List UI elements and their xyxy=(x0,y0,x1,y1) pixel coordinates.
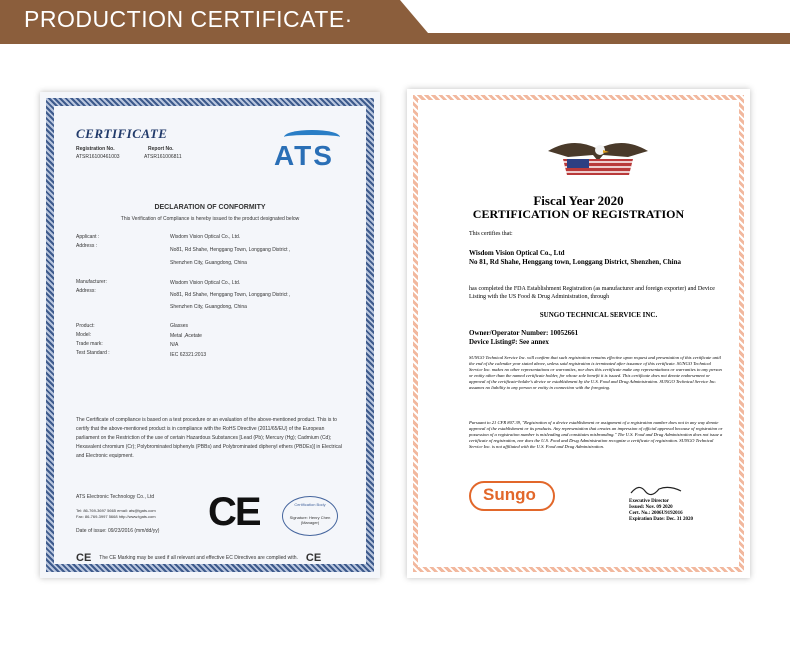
certifies-text: This certifies that: xyxy=(469,231,513,237)
director-title: Executive Director xyxy=(629,499,670,504)
report-label: Report No. xyxy=(148,146,174,152)
trademark-value: N/A xyxy=(170,342,179,348)
issue-date: Date of issue: 09/23/2016 (mm/dd/yy) xyxy=(76,528,160,534)
registration-title: CERTIFICATION OF REGISTRATION xyxy=(472,207,685,221)
ce-mark-small-left: CE xyxy=(76,552,92,564)
declaration-heading: DECLARATION OF CONFORMITY xyxy=(154,204,266,211)
issued-date: Issued: Nov. 09 2020 xyxy=(629,505,673,510)
model-label: Model: xyxy=(76,332,92,338)
m-address-line2: Shenzhen City, Guangdong, China xyxy=(170,304,247,310)
signature-label: Signature: Henry Chen (Manager) xyxy=(289,515,331,525)
ce-mark-large: CE xyxy=(208,490,260,534)
owner-number: Owner/Operator Number: 10052661 xyxy=(469,329,579,337)
issuer-fax: Fax: 86-769-3997 5668 http://www.tgats.com xyxy=(76,514,156,519)
address-line1: No81, Rd Shahe, Henggang Town, Longgang District , xyxy=(170,247,291,253)
report-no: ATSR161006811 xyxy=(144,154,182,160)
service-name: SUNGO TECHNICAL SERVICE INC. xyxy=(539,311,658,319)
signature-icon xyxy=(629,483,683,497)
manufacturer-label: Manufacturer: xyxy=(76,279,107,285)
applicant-label: Applicant : xyxy=(76,234,100,240)
applicant-value: Wisdom Vision Optical Co., Ltd. xyxy=(170,234,241,240)
m-address-line1: No81, Rd Shahe, Henggang Town, Longgang District , xyxy=(170,292,291,298)
certificate-title: CERTIFICATE xyxy=(76,126,168,141)
device-listing: Device Listing#: See annex xyxy=(469,338,549,346)
completed-text: has completed the FDA Establishment Registration (as manufacturer and foreign exporter) and Device Listing with the US Food & Drug Administration, through xyxy=(469,286,715,300)
product-label: Product: xyxy=(76,323,95,329)
fiscal-year: Fiscal Year 2020 xyxy=(533,193,624,208)
m-address-label: Address: xyxy=(76,288,96,294)
company-name: Wisdom Vision Optical Co., Ltd xyxy=(469,249,565,257)
ce-mark-small-right: CE xyxy=(305,552,322,564)
product-value: Glasses xyxy=(170,323,189,329)
disclaimer-paragraph: SUNGO Technical Service Inc. will confirm that such registration remains effective upon request and presentation of this certificate until the end of the calendar year stated above, unless said registration is terminated after issuance of this certificate. SUNGO Technical Service Inc. makes no other representations or warranties, nor does this certificate make any representations or warranties to any person or entity other than the named certificate holder, for whose sole benefit it is issued. This certificate does not denote endorsement or approval of the certificate-holder's device or establishment by the U.S. Food and Drug Administration. SUNGO Technical Service Inc. assumes no liability to any person or entity in connection with the foregoing. xyxy=(469,355,722,390)
certification-stamp xyxy=(282,496,338,536)
address-line2: Shenzhen City, Guangdong, China xyxy=(170,260,247,266)
address-label: Address : xyxy=(76,243,98,249)
registration-label: Registration No. xyxy=(76,146,115,152)
cert-number: Cert. No.: 2006U9192016 xyxy=(629,511,683,516)
banner xyxy=(0,0,790,44)
stamp-text: Certification Body xyxy=(294,502,326,507)
fda-certificate xyxy=(407,89,750,578)
eagle-flag-icon xyxy=(543,131,653,187)
issuer-contact: Tel: 86-769-3697 5665 email: ats@tgats.com xyxy=(76,508,156,513)
expiration-date: Expiration Date: Dec. 31 2020 xyxy=(629,517,694,522)
declaration-subheading: This Verification of Compliance is hereby issued to the product designated below xyxy=(120,216,300,222)
ce-footer xyxy=(76,552,348,564)
standard-label: Test Standard : xyxy=(76,350,110,356)
company-address: No 81, Rd Shahe, Henggang town, Longgang District, Shenzhen, China xyxy=(469,258,681,266)
director-block xyxy=(629,499,693,523)
banner-title: PRODUCTION CERTIFICATE· xyxy=(24,6,353,32)
cfr-paragraph: Pursuant to 21 CFR 807.39, "Registration of a device establishment or assignment of a registration number does not in any way denote approval of the establishment or its products. Any representation that creates an impression of official approval because of registration or possession of a registration number is misleading and constitutes misbranding." The U.S. Food and Drug Administration does not issue a certificate of registration, nor does the U.S. Food and Drug Administration recognize a certificate of registration. SUNGO Technical Service Inc. is not affiliated with the U.S. Food and Drug Administration. xyxy=(469,420,723,449)
ats-logo: ATS xyxy=(270,130,348,174)
ats-certificate xyxy=(40,92,380,578)
standard-value: IEC 62321:2013 xyxy=(170,352,207,358)
compliance-paragraph: The Certificate of compliance is based on a test procedure or an evaluation of the above-mentioned product. This is to certify that the above-mentioned product is in compliance with the RoHS Directive (2011/65/EU) of the European parliament on the Restriction of the use of certain Hazardous Substances [Lead (Pb); Mercury (Hg); Cadmium (Cd); Hexavalent chromium (Cr); Polybrominated biphenyls (PBBs) and Polybrominated diphenyl ethers (PBDEs)] in Electrical and Electronic equipment. xyxy=(76,417,342,459)
manufacturer-value: Wisdom Vision Optical Co., Ltd. xyxy=(170,280,241,286)
registration-no: ATSR16100461003 xyxy=(76,154,120,160)
model-value: Metal ,Acetate xyxy=(170,333,202,339)
footer-text: The CE Marking may be used if all relevant and effective EC Directives are complied with. xyxy=(99,555,298,561)
issuer-company: ATS Electronic Technology Co., Ltd xyxy=(76,494,155,500)
sungo-logo: Sungo xyxy=(469,481,555,511)
trademark-label: Trade mark: xyxy=(76,341,103,347)
